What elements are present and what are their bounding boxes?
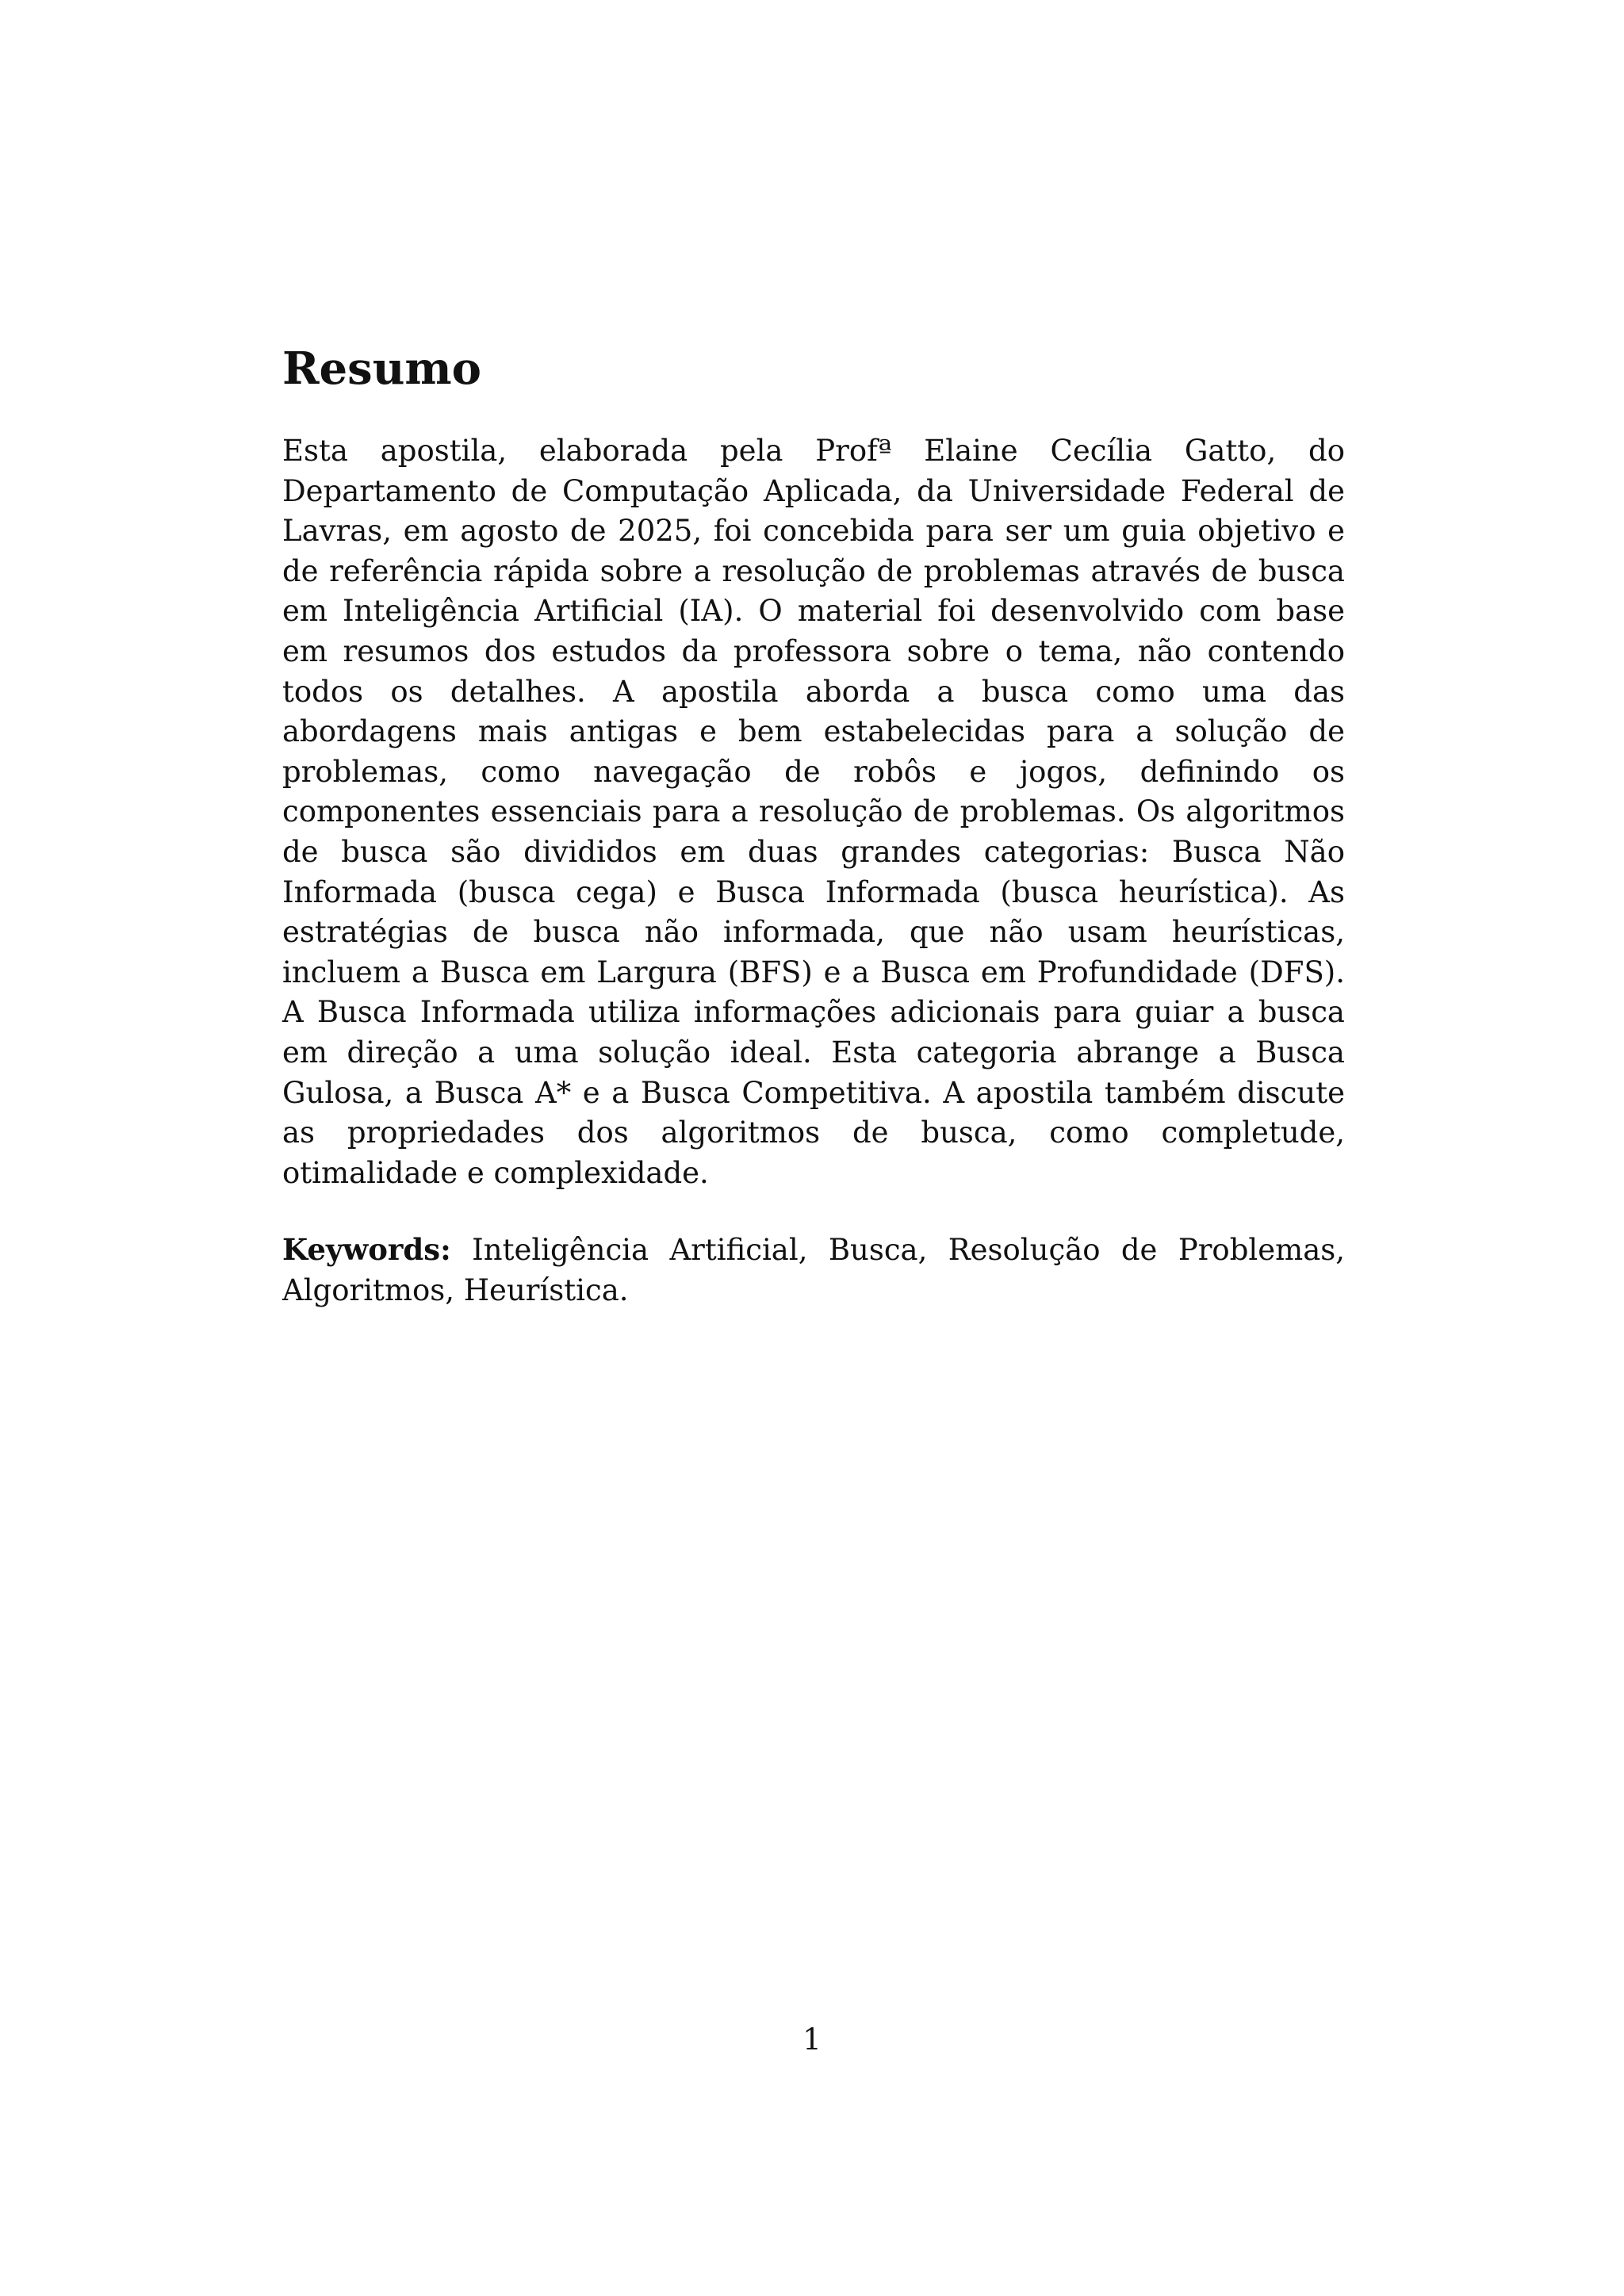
keywords-list: Inteligência Artificial, Busca, Resolução de Problemas, Algoritmos, Heurística. bbox=[282, 1233, 1346, 1307]
keywords-label: Keywords: bbox=[282, 1232, 451, 1268]
abstract-paragraph: Esta apostila, elaborada pela Profª Elaine Cecília Gatto, do Departamento de Computação Aplicada, da Universidade Federal de Lavras, em agosto de 2025, foi concebida para ser um guia objetivo e de referência rápida sobre a resolução de problemas através de busca em Inteligência Artificial (IA). O material foi desenvolvido com base em resumos dos estudos da professora sobre o tema, não contendo todos os detalhes. A apostila aborda a busca como uma das abordagens mais antigas e bem estabelecidas para a solução de problemas, como navegação de robôs e jogos, definindo os componentes essenciais para a resolução de problemas. Os algoritmos de busca são divididos em duas grandes categorias: Busca Não Informada (busca cega) e Busca Informada (busca heurística). As estratégias de busca não informada, que não usam heurísticas, incluem a Busca em Largura (BFS) e a Busca em Profundidade (DFS). A Busca Informada utiliza informações adicionais para guiar a busca em direção a uma solução ideal. Esta categoria abrange a Busca Gulosa, a Busca A* e a Busca Competitiva. A apostila também discute as propriedades dos algoritmos de busca, como completude, otimalidade e complexidade. bbox=[282, 434, 1345, 1190]
page-number: 1 bbox=[802, 2022, 822, 2057]
section-title: Resumo bbox=[282, 342, 482, 395]
keywords-paragraph bbox=[282, 1230, 1345, 1311]
abstract-section bbox=[282, 341, 1345, 1311]
